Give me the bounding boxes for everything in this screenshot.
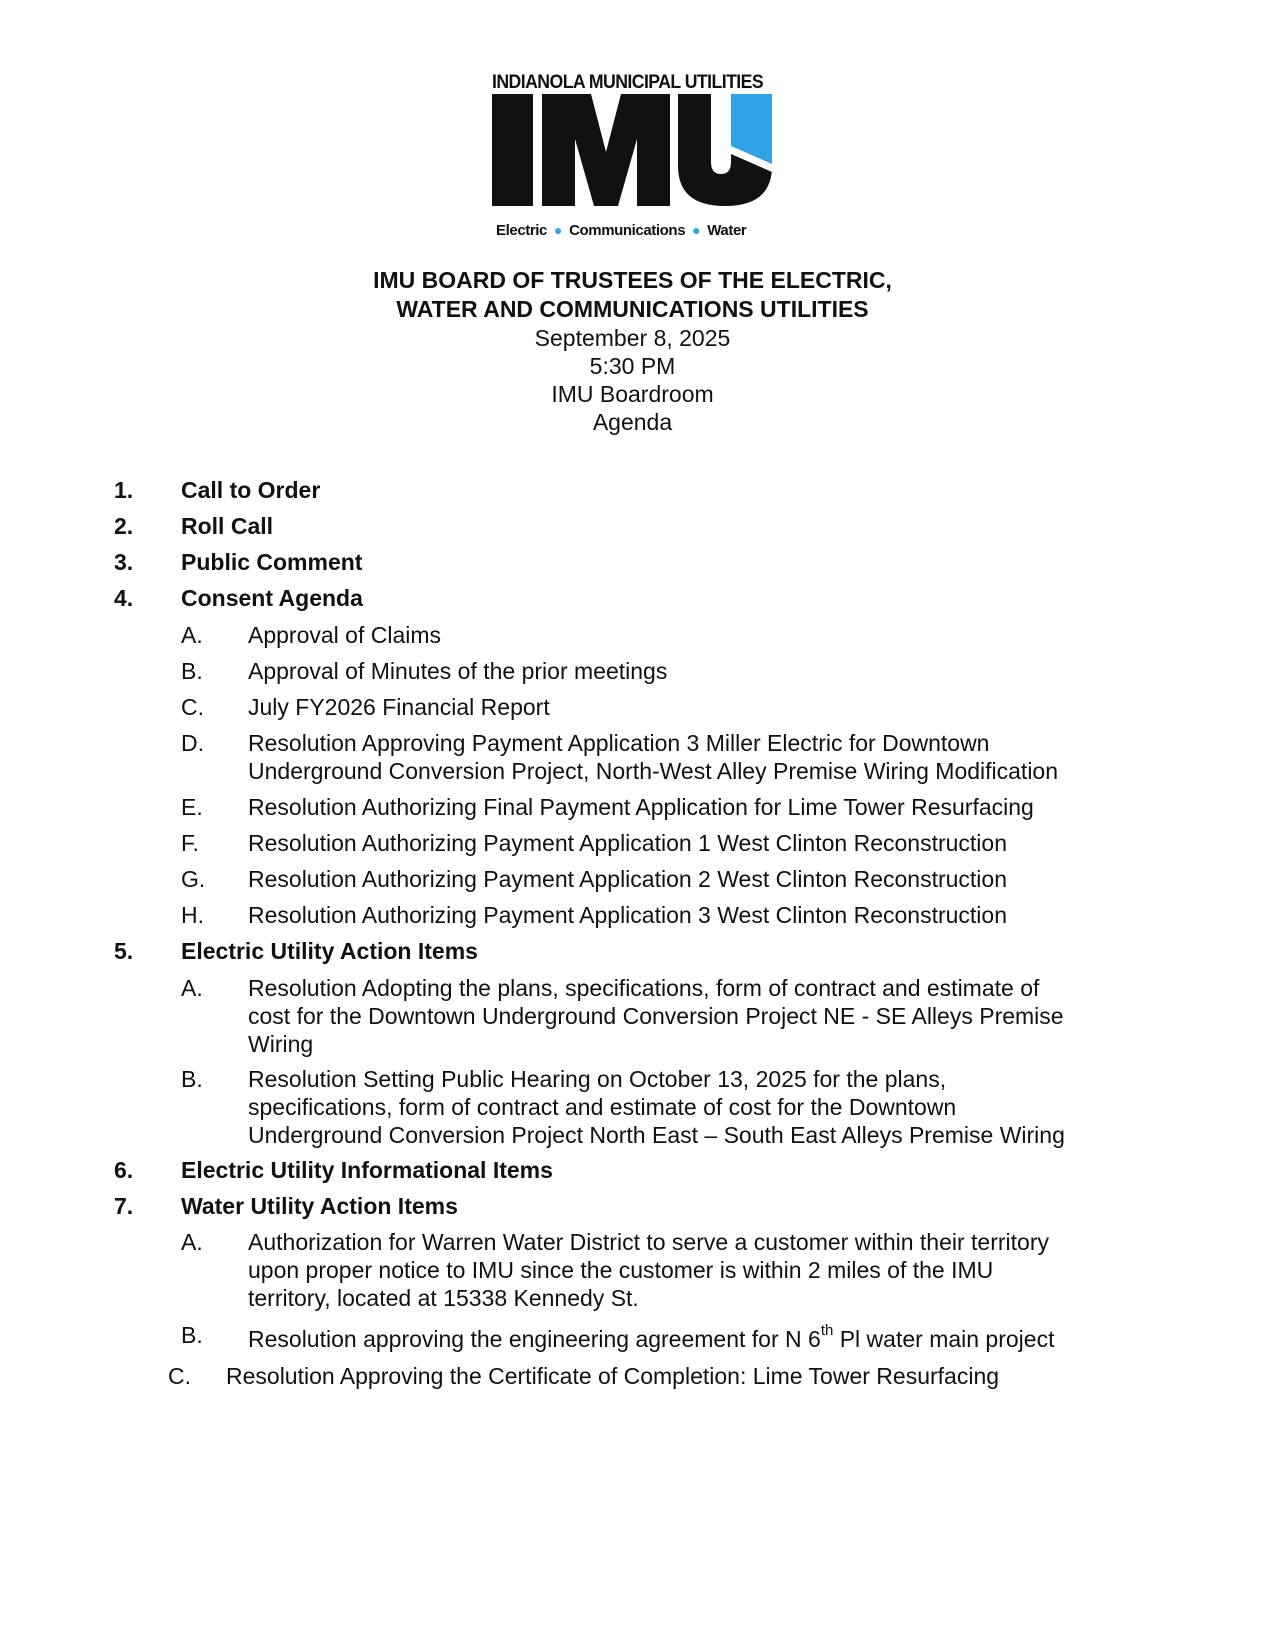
agenda-subitem-7b [181, 1321, 1181, 1357]
subitem-text-pre: Resolution approving the engineering agreement for N 6 [248, 1326, 821, 1352]
agenda-subitem-4b [181, 657, 1181, 685]
subitem-text-line-3: Wiring [248, 1031, 314, 1057]
agenda-item-1 [114, 476, 1214, 504]
subitem-text: Resolution Approving the Certificate of Completion: Lime Tower Resurfacing [226, 1363, 1000, 1389]
item-label: Water Utility Action Items [181, 1193, 458, 1219]
subitem-text [248, 1322, 1055, 1353]
subitem-letter: B. [181, 1066, 203, 1092]
subitem-text-line-2: Underground Conversion Project, North-West Alley Premise Wiring Modification [248, 758, 1059, 784]
meeting-time: 5:30 PM [589, 353, 676, 379]
subitem-text: Resolution Authorizing Payment Application 2 West Clinton Reconstruction [248, 866, 1007, 892]
subitem-letter: G. [181, 866, 206, 892]
subitem-text-line-2: specifications, form of contract and estimate of cost for the Downtown [248, 1094, 957, 1120]
subitem-letter: F. [181, 830, 199, 856]
subitem-letter: C. [181, 694, 204, 720]
agenda-item-2 [114, 512, 1214, 540]
agenda-subitem-7c [168, 1362, 1168, 1390]
agenda-subitem-4c [181, 693, 1181, 721]
subitem-text-line-1: Authorization for Warren Water District to serve a customer within their territory [248, 1229, 1049, 1255]
meeting-location: IMU Boardroom [551, 381, 714, 407]
subitem-text: July FY2026 Financial Report [248, 694, 550, 720]
title-line-2: WATER AND COMMUNICATIONS UTILITIES [396, 296, 869, 322]
agenda-subitem-7a [181, 1228, 1181, 1312]
subitem-text: Approval of Minutes of the prior meetings [248, 658, 668, 684]
agenda-subitem-4f [181, 829, 1181, 857]
subitem-text-line-1: Resolution Adopting the plans, specifications, form of contract and estimate of [248, 975, 1040, 1001]
meeting-date: September 8, 2025 [534, 325, 731, 351]
subitem-letter: B. [181, 1322, 203, 1348]
bullet-dot-icon: ● [554, 222, 563, 238]
subitem-letter: A. [181, 622, 203, 648]
logo-service-communications: Communications [569, 222, 686, 239]
item-number: 2. [114, 513, 134, 539]
subitem-text-superscript: th [820, 1322, 834, 1340]
agenda-item-5 [114, 937, 1214, 965]
subitem-text-line-1: Resolution Approving Payment Application 3 Miller Electric for Downtown [248, 730, 990, 756]
subitem-letter: D. [181, 730, 204, 756]
item-label: Electric Utility Informational Items [181, 1157, 553, 1183]
item-label: Roll Call [181, 513, 274, 539]
document-type: Agenda [592, 409, 673, 435]
subitem-letter: H. [181, 902, 204, 928]
logo-service-water: Water [707, 222, 747, 239]
item-number: 7. [114, 1193, 134, 1219]
subitem-text-line-3: territory, located at 15338 Kennedy St. [248, 1285, 639, 1311]
agenda-subitem-4h [181, 901, 1181, 929]
item-number: 1. [114, 477, 134, 503]
subitem-letter: A. [181, 975, 203, 1001]
logo-org-name: INDIANOLA MUNICIPAL UTILITIES [492, 72, 764, 93]
agenda-subitem-4a [181, 621, 1181, 649]
subitem-text: Resolution Authorizing Payment Application 1 West Clinton Reconstruction [248, 830, 1007, 856]
item-label: Public Comment [181, 549, 363, 575]
subitem-letter: A. [181, 1229, 203, 1255]
subitem-text-line-3: Underground Conversion Project North East – South East Alleys Premise Wiring [248, 1122, 1065, 1148]
subitem-text-post: Pl water main project [833, 1326, 1055, 1352]
imu-letters-logo-icon [492, 94, 772, 220]
agenda-subitem-5b [181, 1065, 1181, 1149]
title-line-1: IMU BOARD OF TRUSTEES OF THE ELECTRIC, [373, 267, 892, 293]
item-number: 5. [114, 938, 134, 964]
subitem-text-line-1: Resolution Setting Public Hearing on October 13, 2025 for the plans, [248, 1066, 947, 1092]
agenda-header [0, 266, 1265, 436]
subitem-text: Resolution Authorizing Payment Application 3 West Clinton Reconstruction [248, 902, 1007, 928]
logo-services [496, 222, 771, 239]
subitem-text: Approval of Claims [248, 622, 442, 648]
subitem-text-line-2: cost for the Downtown Underground Conversion Project NE - SE Alleys Premise [248, 1003, 1064, 1029]
agenda-subitem-4d [181, 729, 1181, 785]
subitem-letter: E. [181, 794, 203, 820]
logo-service-electric: Electric [496, 222, 547, 239]
item-number: 3. [114, 549, 134, 575]
imu-logo [492, 66, 772, 246]
item-number: 6. [114, 1157, 134, 1183]
agenda-subitem-4g [181, 865, 1181, 893]
item-label: Electric Utility Action Items [181, 938, 478, 964]
subitem-text: Resolution Authorizing Final Payment Application for Lime Tower Resurfacing [248, 794, 1034, 820]
bullet-dot-icon: ● [692, 222, 701, 238]
agenda-subitem-4e [181, 793, 1181, 821]
agenda-item-4 [114, 584, 1214, 612]
subitem-text-line-2: upon proper notice to IMU since the customer is within 2 miles of the IMU [248, 1257, 994, 1283]
agenda-item-6 [114, 1156, 1214, 1184]
agenda-item-7 [114, 1192, 1214, 1220]
agenda-item-3 [114, 548, 1214, 576]
item-number: 4. [114, 585, 134, 611]
agenda-subitem-5a [181, 974, 1181, 1058]
item-label: Consent Agenda [181, 585, 363, 611]
item-label: Call to Order [181, 477, 321, 503]
subitem-letter: C. [168, 1363, 191, 1389]
subitem-letter: B. [181, 658, 203, 684]
